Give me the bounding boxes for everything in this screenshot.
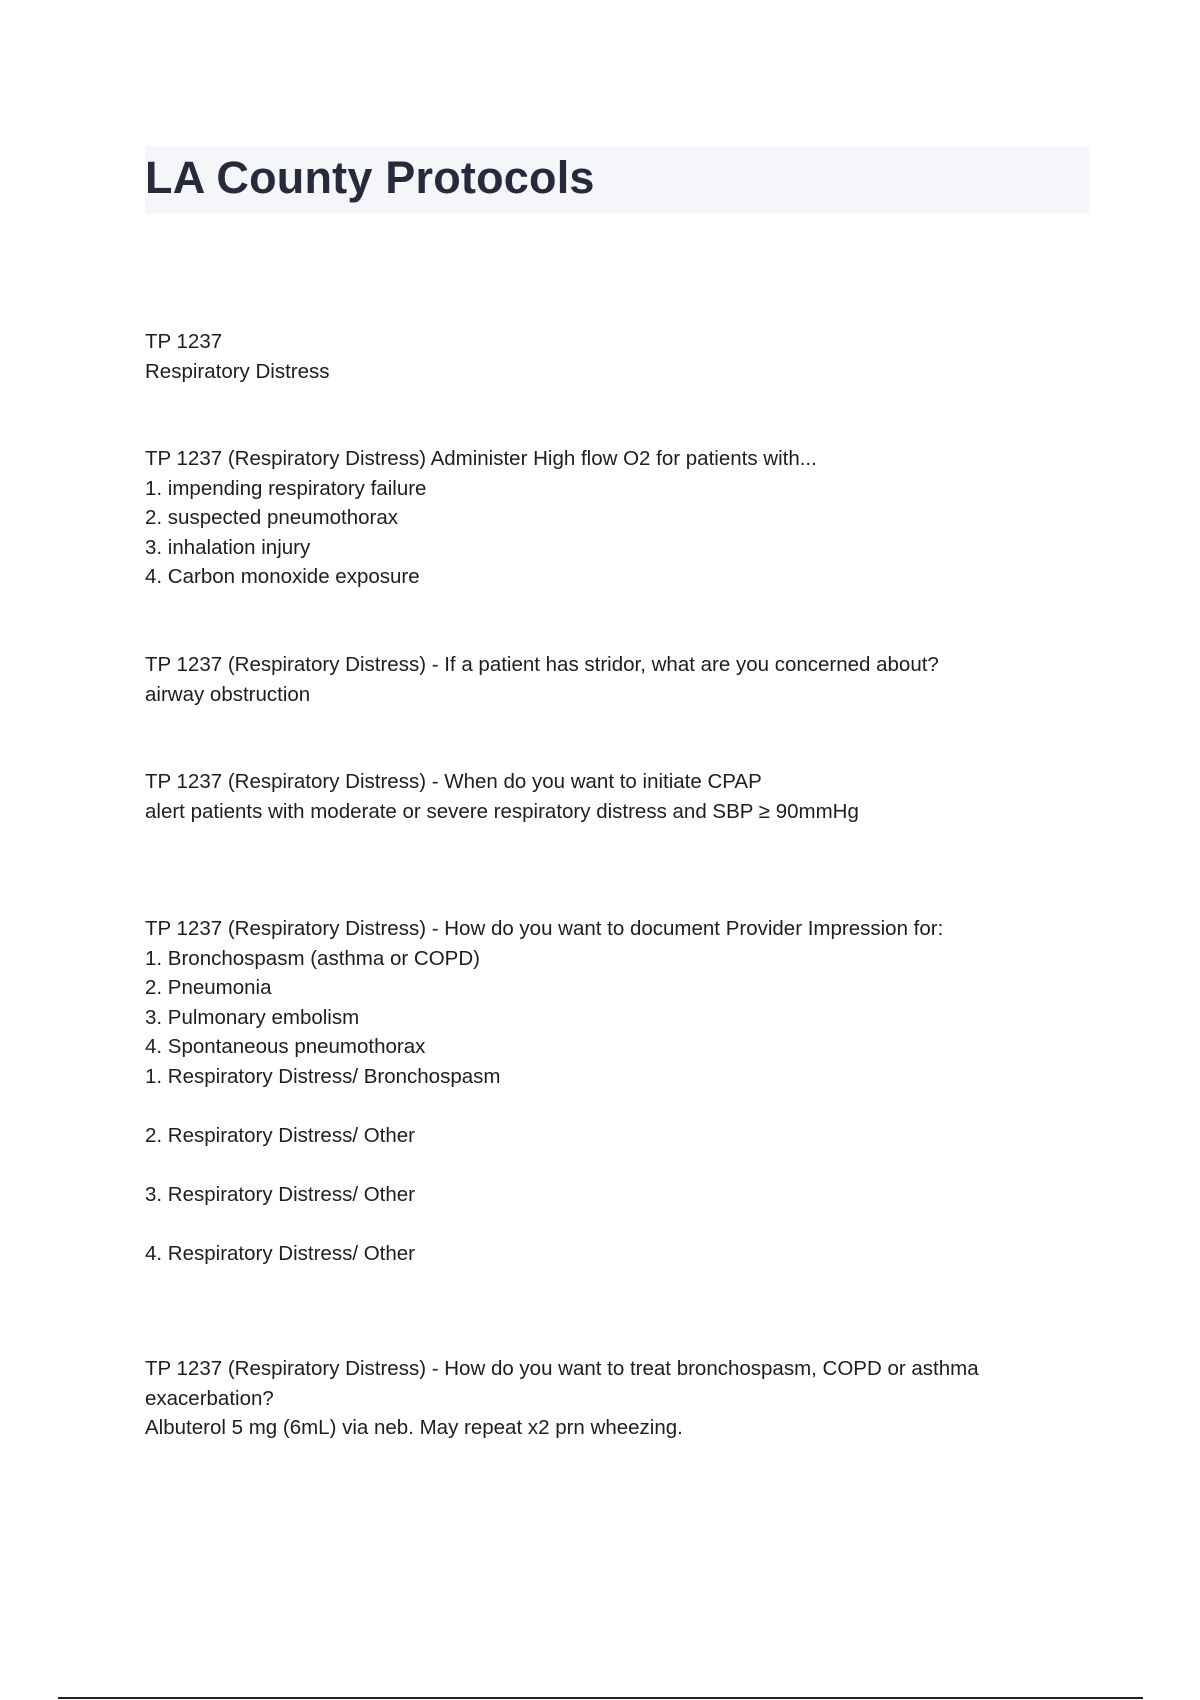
card-answer-item: 1. Respiratory Distress/ Bronchospasm xyxy=(145,1064,501,1088)
card-list-item: 1. impending respiratory failure xyxy=(145,476,427,500)
card-term: TP 1237 (Respiratory Distress) - When do you want to initiate CPAP xyxy=(145,770,762,793)
footer-divider xyxy=(58,1697,1143,1699)
flashcard-1 xyxy=(145,327,1075,386)
card-definition: Albuterol 5 mg (6mL) via neb. May repeat x2 prn wheezing. xyxy=(145,1416,683,1439)
flashcard-2 xyxy=(145,444,1075,592)
title-banner xyxy=(145,146,1090,214)
flashcard-5 xyxy=(145,914,1075,1268)
card-term: TP 1237 xyxy=(145,330,223,353)
card-definition: Respiratory Distress xyxy=(145,359,330,383)
document-title: LA County Protocols xyxy=(145,152,595,203)
card-answer-item: 2. Respiratory Distress/ Other xyxy=(145,1123,415,1147)
card-definition: alert patients with moderate or severe respiratory distress and SBP ≥ 90mmHg xyxy=(145,799,859,823)
card-answer-item: 4. Respiratory Distress/ Other xyxy=(145,1241,415,1265)
spacer xyxy=(145,1150,1075,1180)
card-term: TP 1237 (Respiratory Distress) - If a patient has stridor, what are you concerned about? xyxy=(145,653,939,676)
card-list-item: 3. Pulmonary embolism xyxy=(145,1005,360,1029)
card-list-item: 2. Pneumonia xyxy=(145,976,272,999)
spacer xyxy=(145,1209,1075,1239)
flashcard-3 xyxy=(145,650,1075,709)
card-term: TP 1237 (Respiratory Distress) - How do you want to document Provider Impression for: xyxy=(145,917,944,940)
flashcard-4 xyxy=(145,767,1075,826)
card-list-item: 1. Bronchospasm (asthma or COPD) xyxy=(145,946,480,970)
card-term: TP 1237 (Respiratory Distress) - How do you want to treat bronchospasm, COPD or asthma exacerbation? xyxy=(145,1357,979,1410)
card-definition: airway obstruction xyxy=(145,682,311,706)
card-list-item: 2. suspected pneumothorax xyxy=(145,506,398,529)
flashcard-6 xyxy=(145,1354,1075,1443)
card-term: TP 1237 (Respiratory Distress) Administer High flow O2 for patients with... xyxy=(145,447,817,470)
card-answer-item: 3. Respiratory Distress/ Other xyxy=(145,1182,415,1206)
card-list-item: 4. Carbon monoxide exposure xyxy=(145,565,420,588)
card-list-item: 3. inhalation injury xyxy=(145,535,311,559)
card-list-item: 4. Spontaneous pneumothorax xyxy=(145,1035,426,1058)
spacer xyxy=(145,1091,1075,1121)
